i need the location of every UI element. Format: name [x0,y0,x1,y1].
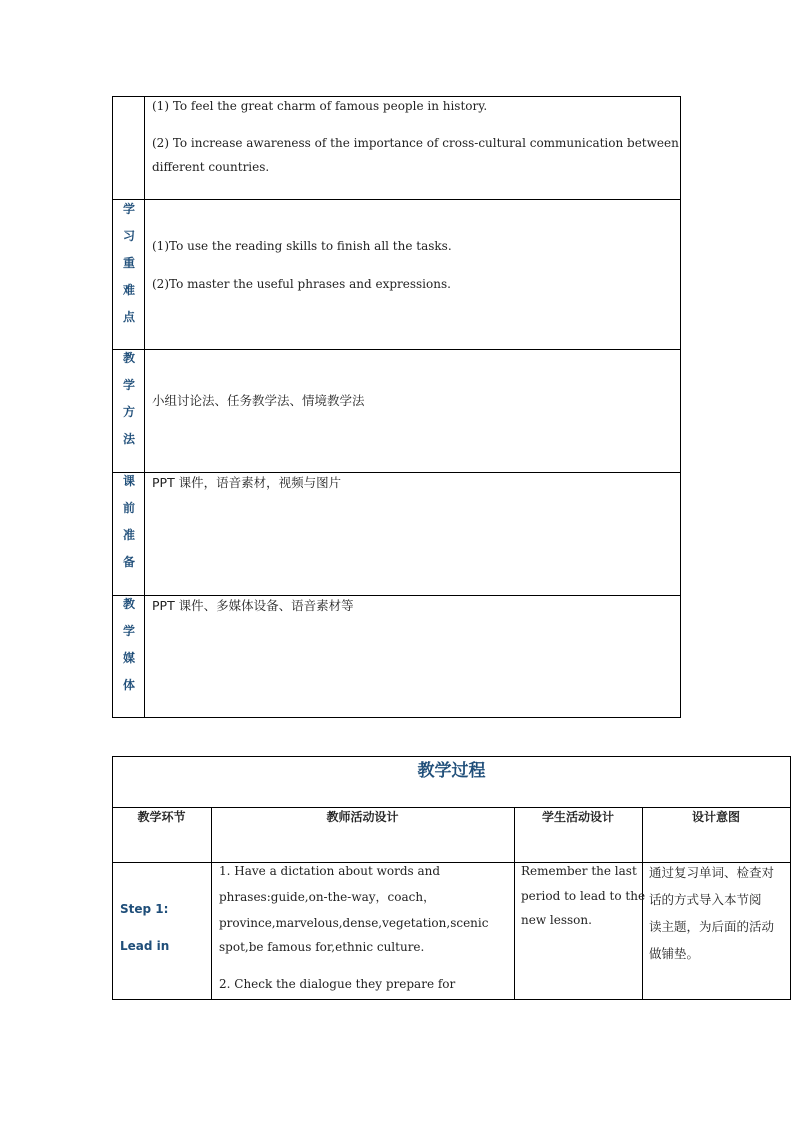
step-label: Step 1: [120,902,169,916]
intent-line-2: 话的方式导入本节阅 [649,892,762,907]
intent-line-3: 读主题，为后面的活动 [649,919,775,934]
label-teaching-methods: 教 学 方 法 [122,351,135,446]
teacher-line-4: spot,be famous for,ethnic culture. [219,940,425,954]
key-point-2: (2)To master the useful phrases and expressions. [152,277,451,291]
student-line-1: Remember the last [521,864,637,878]
student-line-3: new lesson. [521,913,592,927]
step-name: Lead in [120,939,170,953]
objective-2-cont: different countries. [152,160,270,174]
teacher-line-2: phrases:guide,on-the-way，coach， [219,890,436,904]
header-teacher-activity: 教师活动设计 [326,810,399,824]
header-stage: 教学环节 [137,810,186,824]
preparation-text: PPT 课件，语音素材，视频与图片 [152,475,342,490]
teacher-line-1: 1. Have a dictation about words and [219,864,441,878]
header-design-intent: 设计意图 [691,810,740,824]
objective-2: (2) To increase awareness of the importance of cross-cultural communication between [152,136,679,150]
objective-1: (1) To feel the great charm of famous people in history. [152,99,488,113]
student-line-2: period to lead to the [521,889,646,903]
teaching-media-text: PPT 课件、多媒体设备、语音素材等 [152,598,354,613]
teaching-methods-text: 小组讨论法、任务教学法、情境教学法 [152,393,365,408]
label-key-difficult-points: 学 习 重 难 点 [122,202,135,324]
key-point-1: (1)To use the reading skills to finish all the tasks. [152,239,452,253]
teacher-line-3: province,marvelous,dense,vegetation,scenic [219,916,489,930]
process-title: 教学过程 [417,761,486,781]
header-student-activity: 学生活动设计 [541,810,614,824]
label-preparation: 课 前 准 备 [122,474,135,569]
teacher-line-5: 2. Check the dialogue they prepare for [219,977,456,991]
label-teaching-media: 教 学 媒 体 [122,597,135,692]
intent-line-1: 通过复习单词、检查对 [649,865,775,880]
intent-line-4: 做铺垫。 [649,946,700,961]
